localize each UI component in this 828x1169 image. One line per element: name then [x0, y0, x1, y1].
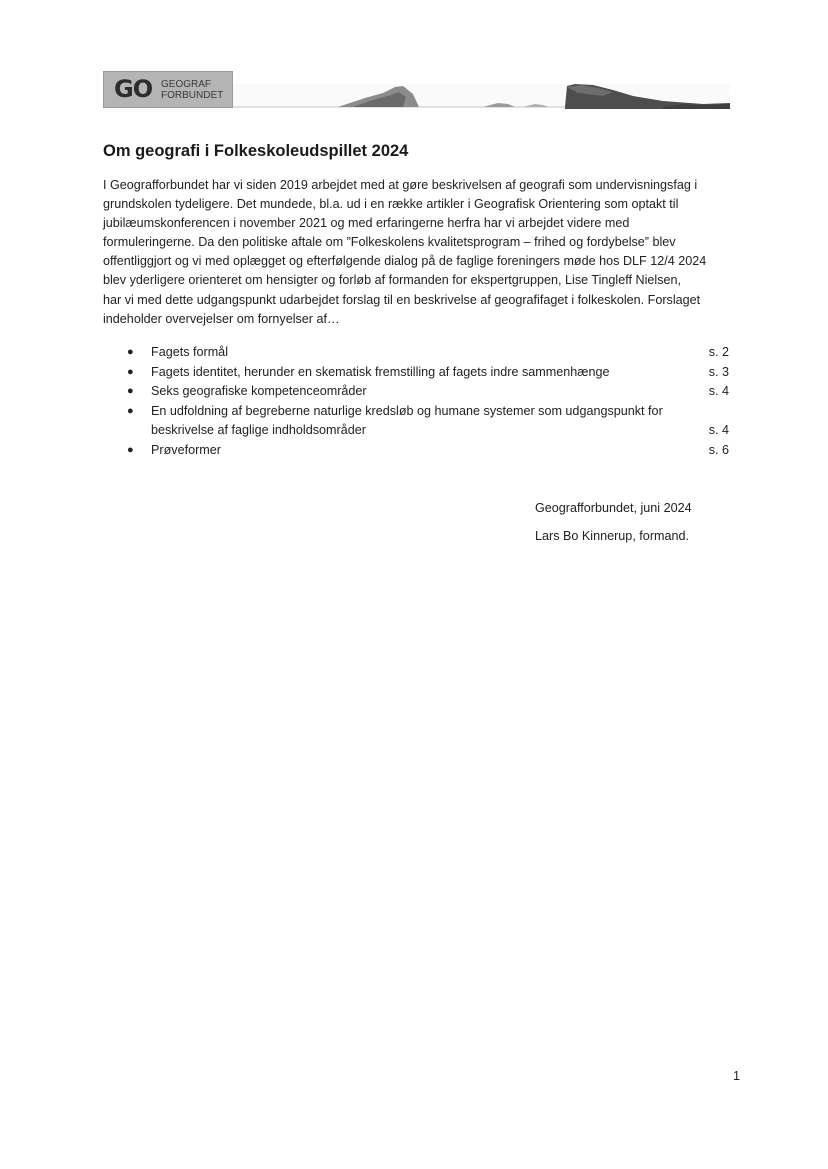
contents-list	[124, 343, 736, 460]
contents-item-text: Seks geografiske kompetenceområder	[151, 384, 367, 398]
logo-line-1: GEOGRAF	[161, 79, 212, 90]
signature-org-date: Geografforbundet, juni 2024	[535, 501, 692, 515]
geografforbundet-logo	[103, 71, 233, 108]
contents-item-text: beskrivelse af faglige indholdsområder	[151, 423, 366, 437]
contents-item-page: s. 2	[708, 345, 729, 359]
contents-item	[124, 343, 736, 363]
page-number: 1	[733, 1069, 741, 1083]
header-banner	[103, 71, 730, 111]
intro-paragraph	[103, 176, 743, 329]
intro-line: grundskolen tydeligere. Det mundede, bl.a. ud i en række artikler i Geografisk Orientering som optakt til	[103, 197, 679, 212]
contents-item-text: Prøveformer	[151, 442, 221, 457]
contents-item-text: Fagets identitet, herunder en skematisk fremstilling af fagets indre sammenhænge	[151, 364, 610, 379]
bullet-icon: ●	[127, 346, 134, 358]
intro-line: jubilæumskonferencen i november 2021 og med erfaringerne herfra har vi arbejdet videre med	[103, 216, 630, 231]
contents-item-text: En udfoldning af begreberne naturlige kredsløb og humane systemer som udgangspunkt for	[151, 403, 663, 418]
bullet-icon: ●	[127, 404, 134, 417]
intro-line: I Geografforbundet har vi siden 2019 arbejdet med at gøre beskrivelsen af geografi som undervisningsfag i	[103, 178, 698, 192]
logo-mark: GO	[114, 75, 153, 103]
contents-item-text: Fagets formål	[151, 345, 228, 359]
contents-item-page: s. 4	[708, 384, 729, 398]
document-title: Om geografi i Folkeskoleudspillet 2024	[103, 142, 409, 160]
bullet-icon: ●	[127, 385, 134, 397]
contents-item-page: s. 3	[708, 364, 729, 379]
logo-wordmark	[161, 79, 223, 101]
intro-line: blev yderligere orienteret om hensigter og forløb af formanden for ekspertgruppen, Lise Tingleff Nielsen,	[103, 273, 681, 288]
contents-item-page: s. 4	[708, 423, 729, 437]
logo-line-2: FORBUNDET	[161, 90, 224, 101]
contents-item-page: s. 6	[708, 442, 729, 457]
intro-line: offentliggjort og vi med oplægget og efterfølgende dialog på de faglige foreningers møde hos DLF 12/4 2024	[103, 254, 707, 269]
intro-line: formuleringerne. Da den politiske aftale om ”Folkeskolens kvalitetsprogram – frihed og fordybelse” blev	[103, 235, 676, 250]
contents-item	[124, 382, 736, 402]
intro-line: indeholder overvejelser om fornyelser af…	[103, 311, 340, 326]
contents-item	[124, 441, 736, 461]
signature-author: Lars Bo Kinnerup, formand.	[535, 529, 690, 543]
bullet-icon: ●	[127, 443, 134, 456]
intro-line: har vi med dette udgangspunkt udarbejdet forslag til en beskrivelse af geografifaget i folkeskolen. Forslaget	[103, 292, 701, 307]
contents-item	[124, 402, 736, 441]
contents-item	[124, 363, 736, 383]
bullet-icon: ●	[127, 365, 134, 378]
signature-block	[535, 501, 692, 543]
